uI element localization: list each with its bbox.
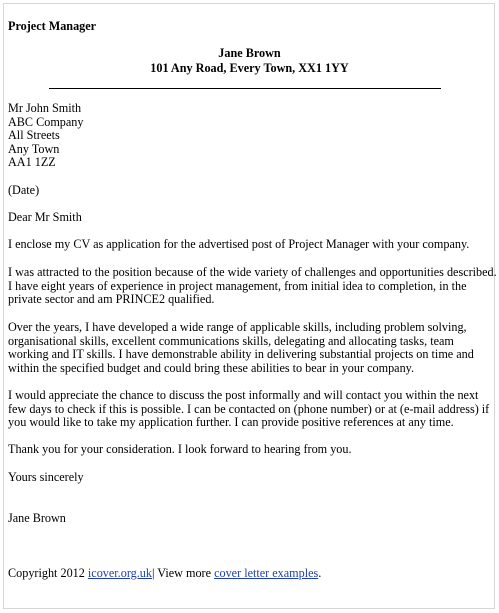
copyright-text: Copyright 2012	[8, 566, 88, 580]
paragraph-line: private sector and am PRINCE2 qualified.	[8, 292, 215, 307]
paragraph-line: I was attracted to the position because of the wide variety of challenges and opportunities described.	[8, 265, 497, 279]
recipient-line: All Streets	[8, 128, 60, 143]
footer	[8, 567, 492, 581]
salutation: Dear Mr Smith	[8, 210, 82, 224]
recipient-line: Any Town	[8, 141, 60, 156]
paragraph-line: you would like to take my application further. I can provide positive references at any time.	[8, 415, 454, 430]
paragraph-line: I would appreciate the chance to discuss the post informally and will contact you within the next	[8, 388, 479, 402]
body-paragraph	[8, 389, 492, 430]
icover-link[interactable]: icover.org.uk	[87, 566, 152, 580]
footer-separator-text: | View more	[152, 566, 215, 580]
body-paragraph	[8, 443, 492, 457]
recipient-line: ABC Company	[8, 114, 84, 129]
closing: Yours sincerely	[8, 470, 84, 484]
recipient-line: AA1 1ZZ	[8, 155, 56, 170]
paragraph-line: Thank you for your consideration. I look forward to hearing from you.	[8, 442, 352, 456]
recipient-line: Mr John Smith	[8, 101, 82, 115]
cover-letter-examples-link[interactable]: cover letter examples	[214, 566, 319, 580]
document-title: Project Manager	[8, 19, 97, 33]
footer-period: .	[318, 566, 322, 580]
sender-name: Jane Brown	[218, 46, 281, 60]
letter-date: (Date)	[8, 183, 40, 197]
paragraph-line: working and IT skills. I have demonstrable ability in delivering substantial projects on time and	[8, 347, 474, 362]
body-paragraph	[8, 321, 492, 375]
paragraph-line: I have eight years of experience in project management, from initial idea to completion, in the	[8, 278, 467, 293]
paragraph-line: organisational skills, excellent communications skills, delegating and allocating tasks, team	[8, 333, 454, 348]
paragraph-line: few days to check if this is possible. I can be contacted on (phone number) or at (e-mail address) if	[8, 401, 490, 416]
body-paragraph	[8, 265, 497, 307]
body-paragraph	[8, 238, 492, 252]
sender-address: 101 Any Road, Every Town, XX1 1YY	[150, 60, 349, 75]
paragraph-line: within the specified budget and could bring these abilities to bear in your company.	[8, 360, 415, 375]
paragraph-line: Over the years, I have developed a wide range of applicable skills, including problem solving,	[8, 320, 467, 334]
paragraph-line: I enclose my CV as application for the advertised post of Project Manager with your company.	[8, 237, 470, 251]
header-divider	[49, 88, 441, 89]
sender-header	[0, 47, 499, 76]
recipient-address	[8, 102, 492, 170]
signature-name: Jane Brown	[8, 511, 66, 525]
